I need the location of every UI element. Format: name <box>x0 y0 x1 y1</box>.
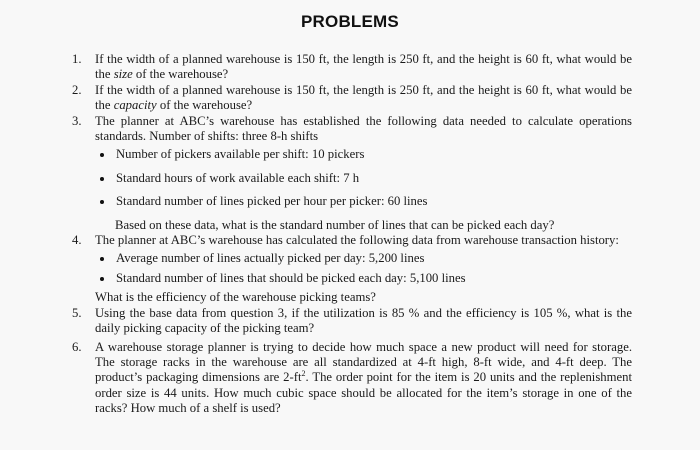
list-item: Average number of lines actually picked per day: 5,200 lines <box>95 251 632 266</box>
problem-1 <box>72 52 632 83</box>
problem-text: The planner at ABC’s warehouse has calculated the following data from warehouse transaction history: <box>95 233 619 248</box>
problem-text: If the width of a planned warehouse is 150 ft, the length is 250 ft, and the height is 60 ft, what would be the capacity of the warehouse? <box>95 82 632 113</box>
problem-5 <box>72 306 632 337</box>
problem-number: 6. <box>72 339 82 354</box>
follow-up-question: Based on these data, what is the standard number of lines that can be picked each day? <box>115 217 555 232</box>
problem-number: 5. <box>72 305 82 320</box>
superscript: 2 <box>301 369 306 379</box>
problem-text: Using the base data from question 3, if the utilization is 85 % and the efficiency is 105 %, what is the daily picking capacity of the picking team? <box>95 305 632 336</box>
problem-text: A warehouse storage planner is trying to decide how much space a new product will need for storage. The storage racks in the warehouse are all standardized at 4-ft high, 8-ft wide, and 4-ft deep. The product’s packaging dimensions are $2-ft^2$. The order point for the item is 20 units and the replenishment order size is 44 units. How much cubic space should be allocated for the item’s storage in one of the racks? How much of a shelf is used? <box>95 339 632 416</box>
list-item: Number of pickers available per shift: 10 pickers <box>95 147 632 162</box>
problem-6 <box>72 340 632 417</box>
problem-number: 4. <box>72 233 82 248</box>
problem-text: If the width of a planned warehouse is 150 ft, the length is 250 ft, and the height is 60 ft, what would be the size of the warehouse? <box>95 52 632 82</box>
problem-text: The planner at ABC’s warehouse has established the following data needed to calculate operations standards. Number of shifts: three 8-h shifts <box>95 113 632 144</box>
list-item: Standard number of lines picked per hour per picker: 60 lines <box>95 194 632 209</box>
problem-number: 1. <box>72 52 82 66</box>
problem-4 <box>72 233 632 306</box>
problem-number: 3. <box>72 113 82 128</box>
problem-list <box>72 52 632 417</box>
emphasis-capacity: capacity <box>113 98 157 113</box>
page-title: PROBLEMS <box>301 12 399 31</box>
list-item: Standard hours of work available each shift: 7 h <box>95 171 632 186</box>
bullet-list <box>95 251 632 286</box>
problem-number: 2. <box>72 82 82 97</box>
follow-up-question: What is the efficiency of the warehouse picking teams? <box>95 290 376 305</box>
problem-2 <box>72 83 632 114</box>
problem-3 <box>72 114 632 233</box>
list-item: Standard number of lines that should be picked each day: 5,100 lines <box>95 271 632 286</box>
emphasis-size: size <box>113 67 133 82</box>
bullet-list <box>95 147 632 209</box>
